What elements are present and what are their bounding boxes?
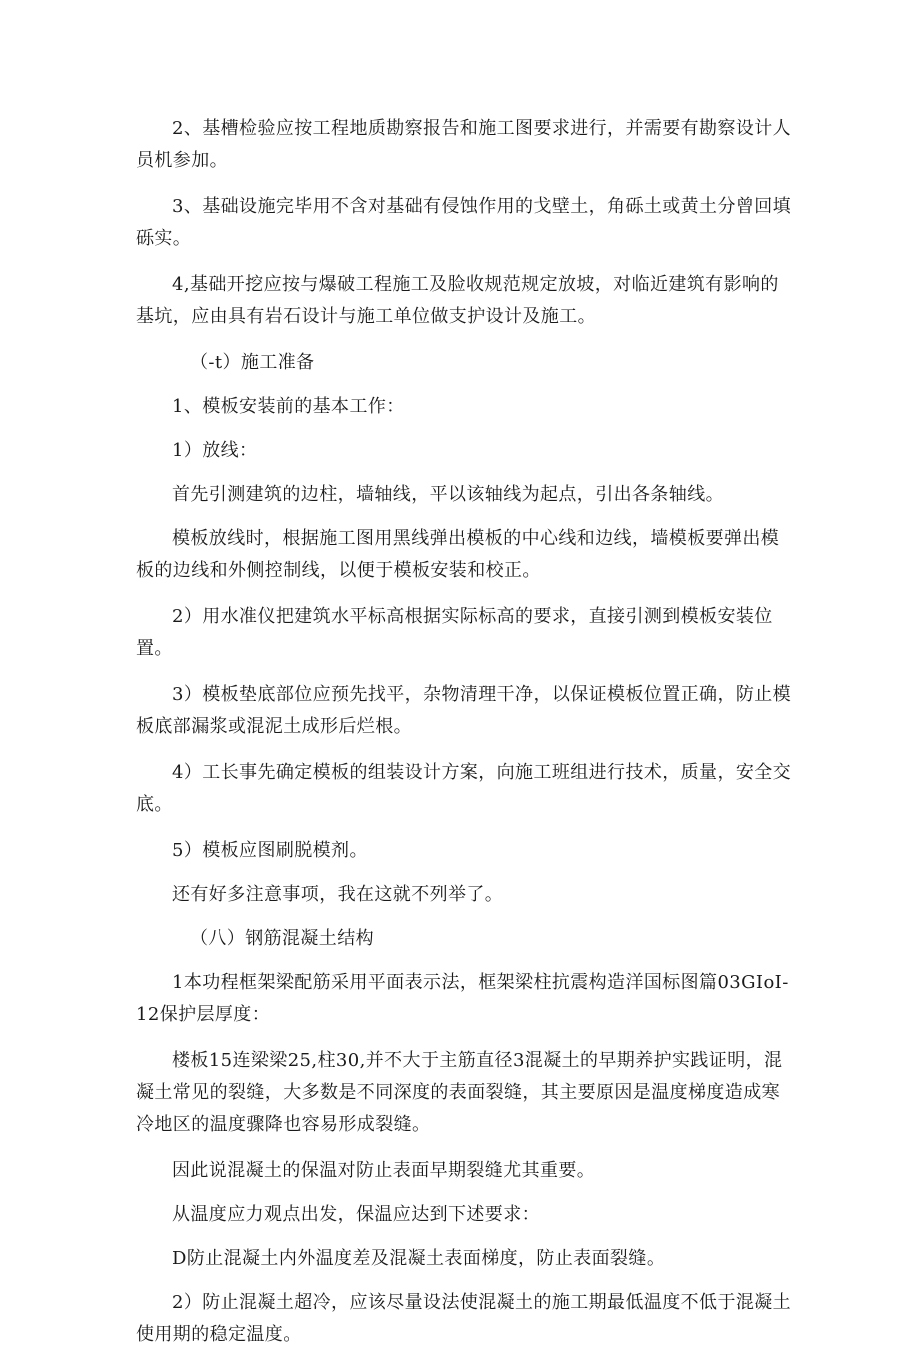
paragraph-setting-out: 1）放线：	[172, 440, 258, 461]
section-heading-construction-prep: （-t）施工准备	[190, 352, 315, 373]
paragraph-temperature-difference: D防止混凝土内外温度差及混凝土表面梯度，防止表面裂缝。	[172, 1248, 666, 1269]
paragraph-foundation-inspection: 2、基槽检验应按工程地质勘察报告和施工图要求进行，并需要有勘察设计人员机参加。	[136, 118, 792, 171]
paragraph-release-agent: 5）模板应图刷脱模剂。	[172, 840, 368, 861]
paragraph-base-prep: 3）模板垫底部位应预先找平，杂物清理干净，以保证模板位置正确，防止模板底部漏浆或混泥土成形后烂根。	[136, 684, 792, 737]
paragraph-formwork-basics: 1、模板安装前的基本工作：	[172, 396, 405, 417]
paragraph-leveling: 2）用水准仪把建筑水平标高根据实际标高的要求，直接引测到模板安装位置。	[136, 606, 773, 659]
paragraph-insulation-importance: 因此说混凝土的保温对防止表面早期裂缝尤其重要。	[172, 1160, 596, 1181]
paragraph-supercooling: 2）防止混凝土超冷，应该尽量设法使混凝土的施工期最低温度不低于混凝土使用期的稳定温度。	[136, 1292, 792, 1345]
paragraph-axis-lines: 首先引测建筑的边柱，墙轴线，平以该轴线为起点，引出各条轴线。	[172, 484, 724, 505]
paragraph-excavation: 4,基础开挖应按与爆破工程施工及脸收规范规定放坡，对临近建筑有影响的基坑，应由具有岩石设计与施工单位做支护设计及施工。	[136, 274, 779, 327]
paragraph-temperature-stress: 从温度应力观点出发，保温应达到下述要求：	[172, 1204, 540, 1225]
paragraph-cover-thickness: 楼板15连梁梁25,柱30,并不大于主筋直径3混凝土的早期养护实践证明，混凝土常见的裂缝，大多数是不同深度的表面裂缝，其主要原因是温度梯度造成寒冷地区的温度骤降也容易形成裂缝。	[136, 1050, 783, 1135]
paragraph-frame-beam: 1本功程框架梁配筋采用平面表示法，框架梁柱抗震构造洋国标图篇03GIoI-12保护层厚度：	[136, 972, 789, 1025]
paragraph-backfill: 3、基础设施完毕用不含对基础有侵蚀作用的戈壁土，角砾土或黄土分曾回填砾实。	[136, 196, 792, 249]
paragraph-formwork-lines: 模板放线时，根据施工图用黑线弹出模板的中心线和边线，墙模板要弹出模板的边线和外侧控制线，以便于模板安装和校正。	[136, 528, 780, 581]
paragraph-more-notes: 还有好多注意事项，我在这就不列举了。	[172, 884, 504, 905]
paragraph-foreman-plan: 4）工长事先确定模板的组装设计方案，向施工班组进行技术，质量，安全交底。	[136, 762, 792, 815]
section-heading-concrete-structure: （八）钢筋混凝土结构	[190, 928, 374, 949]
